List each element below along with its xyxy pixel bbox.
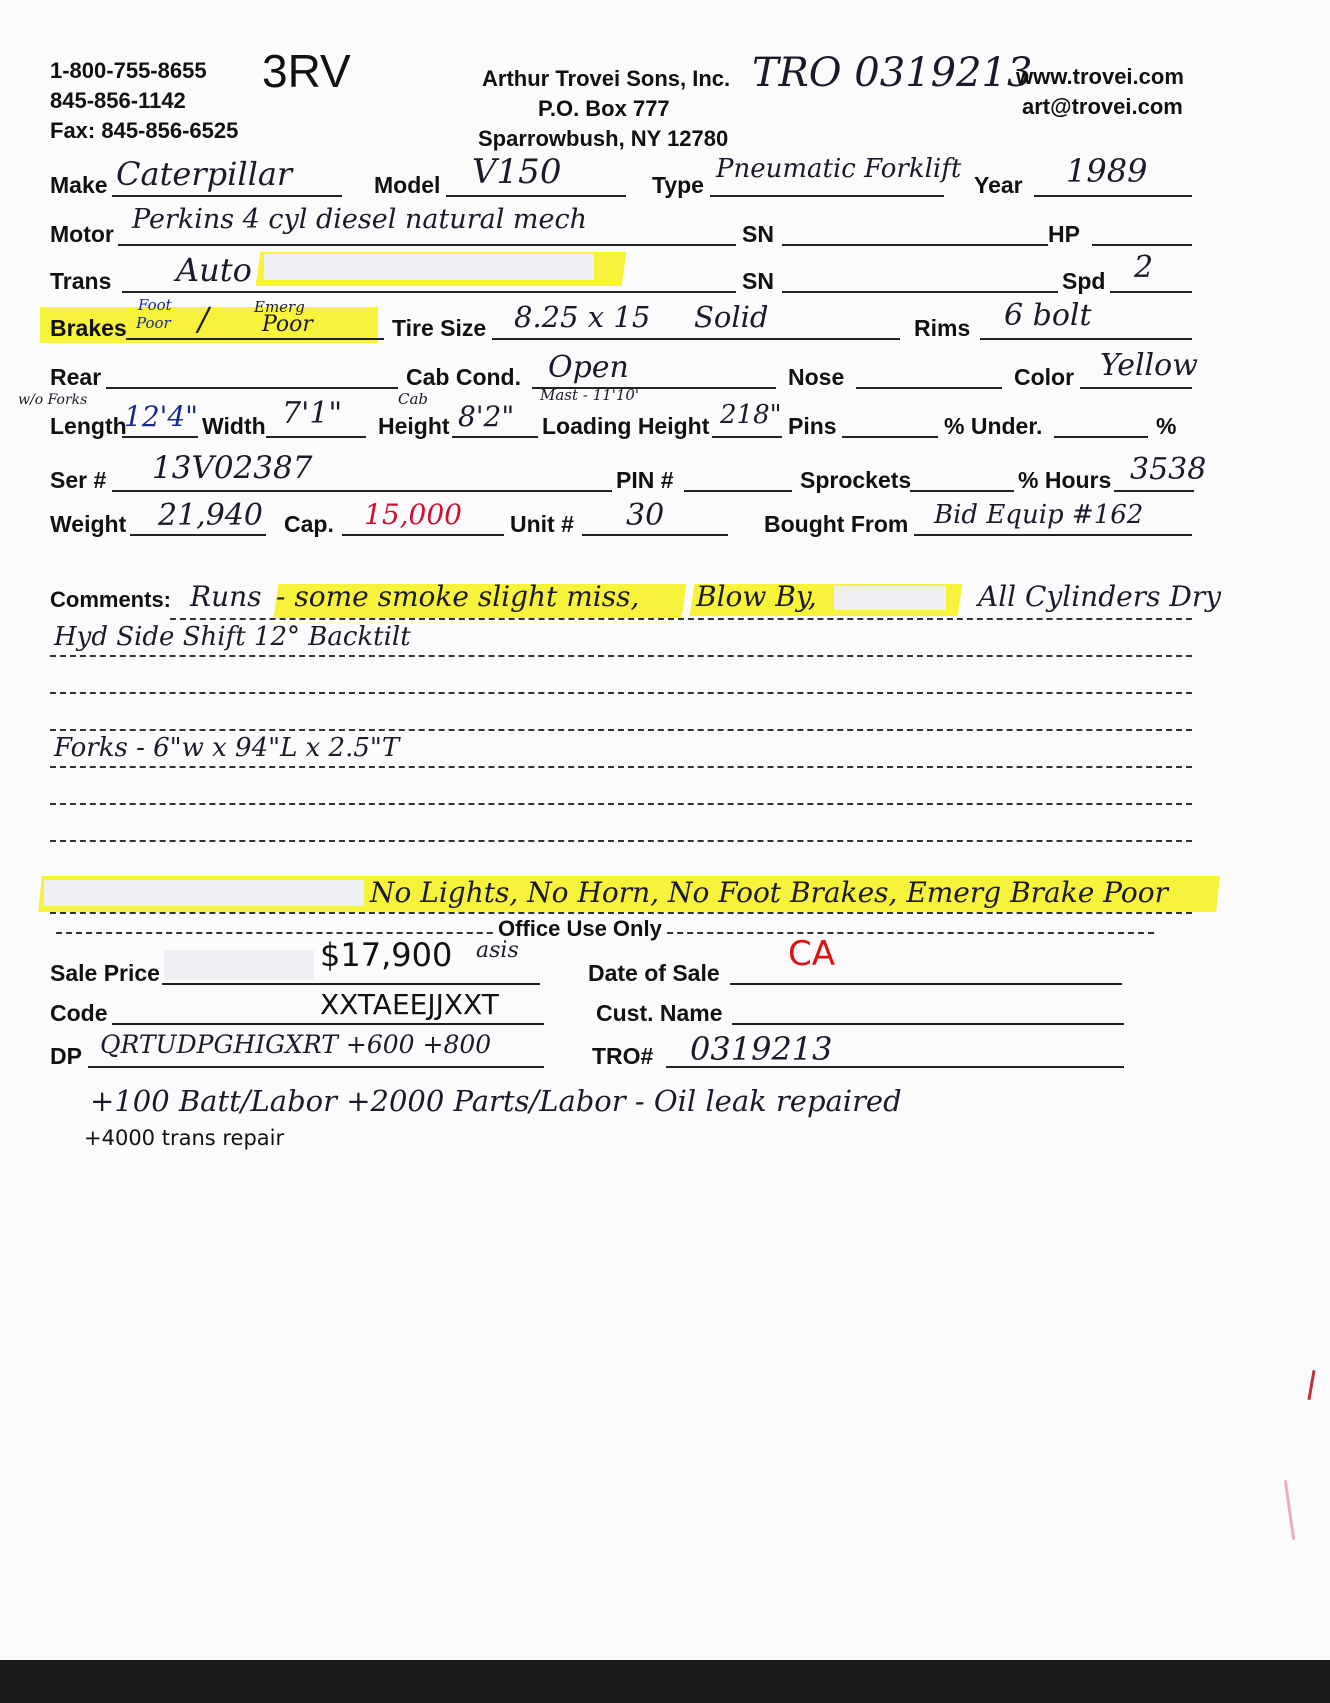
- company-email: art@trovei.com: [1022, 94, 1183, 119]
- tro-value: 0319213: [690, 1030, 833, 1068]
- bought-from-value: Bid Equip #162: [934, 500, 1144, 530]
- trans-label: Trans: [50, 268, 112, 294]
- cab-cond-value: Open: [548, 350, 629, 385]
- comment-line1-d: All Cylinders Dry: [978, 580, 1222, 613]
- office-note-1: +100 Batt/Labor +2000 Parts/Labor - Oil leak repaired: [90, 1084, 902, 1118]
- motor-value: Perkins 4 cyl diesel natural mech: [132, 204, 588, 235]
- year-label: Year: [974, 172, 1023, 198]
- unit-value: 30: [626, 498, 665, 533]
- year-value: 1989: [1066, 152, 1148, 190]
- dp-label: DP: [50, 1043, 82, 1069]
- bought-from-label: Bought From: [764, 511, 909, 537]
- tro-handwritten: TRO 0319213: [752, 50, 1033, 96]
- comment-line5: Forks - 6"w x 94"L x 2.5"T: [54, 733, 400, 763]
- cab-cond-label: Cab Cond.: [406, 364, 521, 390]
- rims-value: 6 bolt: [1004, 298, 1092, 333]
- rims-label: Rims: [914, 315, 971, 341]
- sprockets-label: Sprockets: [800, 467, 912, 493]
- tire-size-value: 8.25 x 15: [514, 300, 651, 334]
- spd-value: 2: [1134, 250, 1154, 285]
- spd-label: Spd: [1062, 268, 1106, 294]
- code-label: Code: [50, 1000, 108, 1026]
- cap-label: Cap.: [284, 511, 334, 537]
- company-website: www.trovei.com: [1016, 64, 1184, 89]
- brakes-emerg-label: Emerg: [254, 298, 305, 316]
- ser-label: Ser #: [50, 467, 107, 493]
- code-value: XXTAEEJJXXT: [320, 988, 499, 1021]
- loading-height-value: 218": [720, 400, 782, 430]
- code-3rv: 3RV: [262, 45, 351, 97]
- rear-label: Rear: [50, 364, 102, 390]
- cust-name-label: Cust. Name: [596, 1000, 723, 1026]
- pct-hours-label: % Hours: [1018, 467, 1112, 493]
- type-label: Type: [652, 172, 704, 198]
- phone-1: 1-800-755-8655: [50, 58, 207, 83]
- scan-edge: [0, 1660, 1330, 1703]
- make-value: Caterpillar: [116, 155, 293, 193]
- ser-value: 13V02387: [152, 450, 313, 486]
- sale-price-note: asis: [476, 938, 519, 963]
- sale-price-label: Sale Price: [50, 960, 160, 986]
- comment-line-last: No Lights, No Horn, No Foot Brakes, Emerg Brake Poor: [370, 876, 1168, 909]
- unit-label: Unit #: [510, 511, 574, 537]
- phone-2: 845-856-1142: [50, 88, 186, 113]
- brakes-foot-value: Poor: [136, 314, 171, 332]
- hp-label: HP: [1048, 221, 1080, 247]
- width-label: Width: [202, 413, 266, 439]
- trans-sn-label: SN: [742, 268, 774, 294]
- company-name: Arthur Trovei Sons, Inc.: [482, 66, 731, 91]
- weight-value: 21,940: [158, 498, 263, 533]
- height-value: 8'2": [458, 400, 515, 433]
- comment-line1-c: Blow By,: [696, 580, 817, 613]
- type-value: Pneumatic Forklift: [716, 154, 962, 184]
- model-value: V150: [472, 152, 562, 192]
- hours-value: 3538: [1130, 452, 1207, 487]
- nose-label: Nose: [788, 364, 845, 390]
- comment-line1-a: Runs: [190, 580, 262, 613]
- width-value: 7'1": [282, 396, 343, 431]
- brakes-label: Brakes: [50, 315, 127, 341]
- brakes-emerg-value: Poor: [262, 312, 313, 337]
- tire-size-label: Tire Size: [392, 315, 487, 341]
- model-label: Model: [374, 172, 441, 198]
- comments-label: Comments:: [50, 587, 172, 612]
- color-value: Yellow: [1100, 348, 1198, 383]
- brakes-slash: /: [198, 300, 209, 338]
- motor-sn-label: SN: [742, 221, 774, 247]
- date-of-sale-label: Date of Sale: [588, 960, 720, 986]
- length-label: Length: [50, 413, 127, 439]
- company-pobox: P.O. Box 777: [538, 96, 670, 121]
- length-value: 12'4": [124, 400, 199, 433]
- loading-height-note: Mast - 11'10': [540, 386, 640, 404]
- cap-value: 15,000: [364, 498, 462, 531]
- tro-label: TRO#: [592, 1043, 654, 1069]
- date-of-sale-value: CA: [788, 934, 835, 974]
- pins-label: Pins: [788, 413, 837, 439]
- tire-type-value: Solid: [694, 300, 769, 334]
- make-label: Make: [50, 172, 108, 198]
- stray-mark: [1284, 1480, 1295, 1540]
- comment-line2: Hyd Side Shift 12° Backtilt: [54, 622, 411, 652]
- fax-number: Fax: 845-856-6525: [50, 118, 239, 143]
- length-note: w/o Forks: [18, 392, 88, 408]
- pct-under-label: % Under.: [944, 413, 1043, 439]
- loading-height-label: Loading Height: [542, 413, 710, 439]
- weight-label: Weight: [50, 511, 127, 537]
- height-note: Cab: [398, 390, 429, 408]
- company-city: Sparrowbush, NY 12780: [478, 126, 729, 151]
- height-label: Height: [378, 413, 450, 439]
- dp-value: QRTUDPGHIGXRT +600 +800: [100, 1030, 492, 1059]
- office-note-2: +4000 trans repair: [84, 1126, 285, 1150]
- sale-price-value: $17,900: [320, 936, 453, 974]
- pin-label: PIN #: [616, 467, 674, 493]
- trans-value: Auto: [176, 251, 252, 289]
- color-label: Color: [1014, 364, 1075, 390]
- office-use-heading: Office Use Only: [494, 916, 666, 942]
- brakes-foot-label: Foot: [138, 296, 172, 314]
- pct-label: %: [1156, 413, 1177, 439]
- motor-label: Motor: [50, 221, 114, 247]
- stray-mark: [1307, 1370, 1315, 1400]
- comment-line1-b: - some smoke slight miss,: [276, 580, 640, 613]
